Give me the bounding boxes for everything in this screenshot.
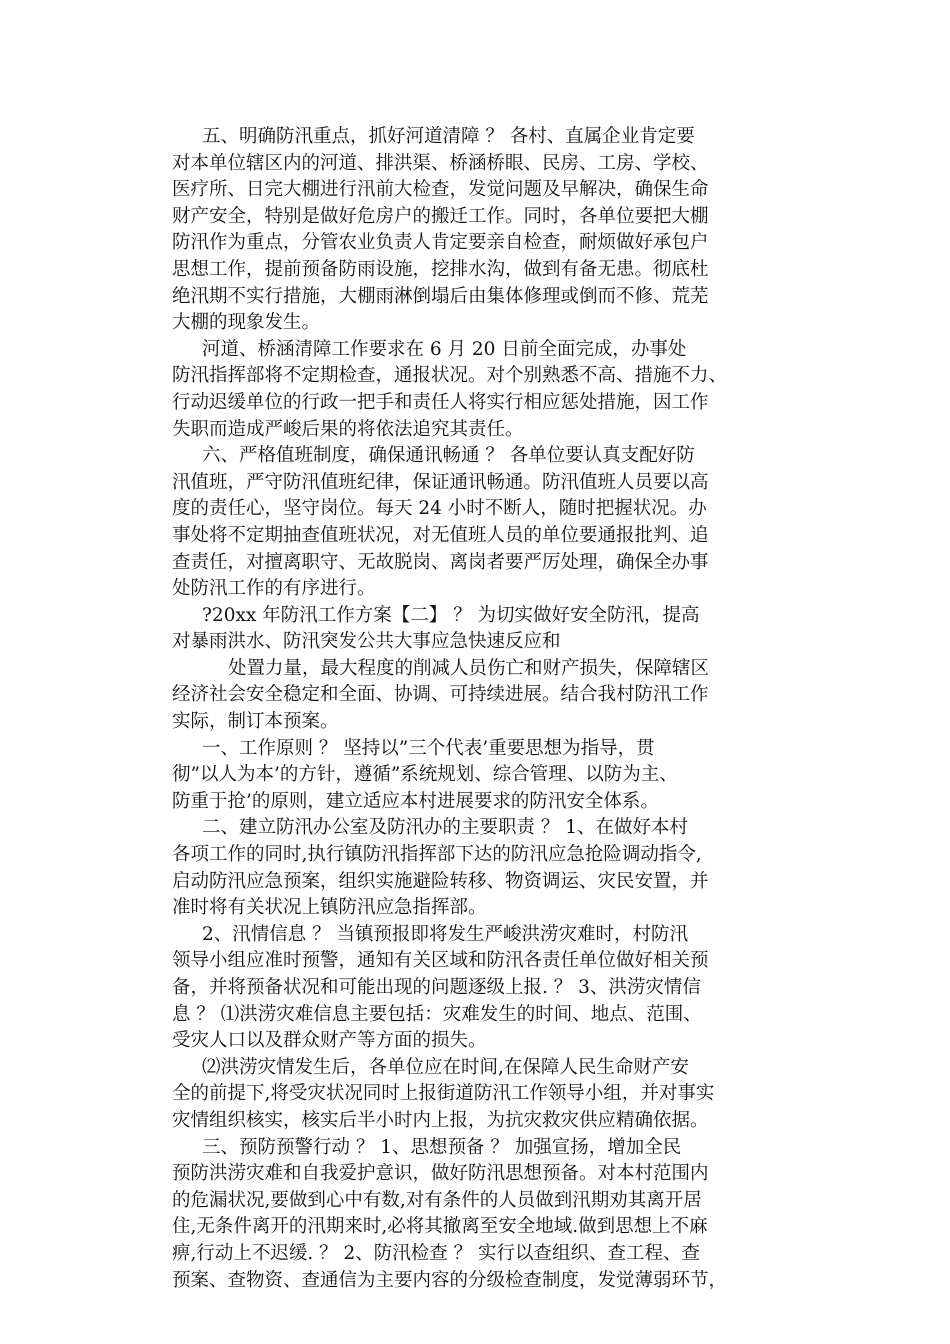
text-line: 预防洪涝灾难和自我爱护意识，做好防汛思想预备。对本村范围内 bbox=[172, 1163, 709, 1185]
document-body bbox=[172, 124, 824, 1294]
text-line: 各项工作的同时,执行镇防汛指挥部下达的防汛应急抢险调动指令, bbox=[172, 844, 702, 866]
text-line: 全的前提下,将受灾状况同时上报街道防汛工作领导小组，并对事实 bbox=[172, 1083, 715, 1105]
text-line: 查责任，对擅离职守、无故脱岗、离岗者要严厉处理，确保全办事 bbox=[172, 551, 709, 573]
text-line: 失职而造成严峻后果的将依法追究其责任。 bbox=[172, 418, 524, 440]
text-line: 防重于抢’的原则，建立适应本村进展要求的防汛安全体系。 bbox=[172, 790, 659, 812]
text-line: 处置力量，最大程度的削减人员伤亡和财产损失，保障辖区 bbox=[228, 657, 710, 679]
text-line: 息 ？ ⑴洪涝灾难信息主要包括：灾难发生的时间、地点、范围、 bbox=[172, 1003, 702, 1025]
text-line: 行动迟缓单位的行政一把手和责任人将实行相应惩处措施，因工作 bbox=[172, 391, 709, 413]
text-line: 五、明确防汛重点，抓好河道清障 ？ 各村、直属企业肯定要 bbox=[202, 126, 695, 147]
text-line: 六、严格值班制度，确保通讯畅通 ？ 各单位要认真支配好防 bbox=[202, 445, 695, 467]
text-line: 经济社会安全稳定和全面、协调、可持续进展。结合我村防汛工作 bbox=[172, 684, 709, 706]
text-line: 灾情组织核实，核实后半小时内上报，为抗灾救灾供应精确依据。 bbox=[172, 1109, 709, 1131]
text-line: 的危漏状况,要做到心中有数,对有条件的人员做到汛期劝其离开居 bbox=[172, 1189, 702, 1211]
text-line: 受灾人口以及群众财产等方面的损失。 bbox=[172, 1030, 487, 1052]
text-line: 大棚的现象发生。 bbox=[172, 312, 321, 334]
text-line: 财产安全，特别是做好危房户的搬迁工作。同时，各单位要把大棚 bbox=[172, 205, 709, 227]
text-line: 实际，制订本预案。 bbox=[172, 711, 339, 733]
text-line: 防汛指挥部将不定期检查，通报状况。对个别熟悉不高、措施不力、 bbox=[172, 365, 728, 387]
text-line: 准时将有关状况上镇防汛应急指挥部。 bbox=[172, 897, 487, 919]
text-line: 对暴雨洪水、防汛突发公共大事应急快速反应和 bbox=[172, 631, 561, 653]
text-line: 彻”以人为本’的方针，遵循”系统规划、综合管理、以防为主、 bbox=[172, 764, 678, 786]
text-line: 处防汛工作的有序进行。 bbox=[172, 578, 376, 600]
text-line: 对本单位辖区内的河道、排洪渠、桥涵桥眼、民房、工房、学校、 bbox=[172, 152, 709, 174]
text-line: 领导小组应准时预警，通知有关区域和防汛各责任单位做好相关预 bbox=[172, 950, 709, 972]
text-line: 汛值班，严守防汛值班纪律，保证通讯畅通。防汛值班人员要以高 bbox=[172, 471, 709, 493]
text-line: 一、工作原则 ？ 坚持以”三个代表’重要思想为指导，贯 bbox=[202, 737, 655, 759]
text-line: 二、建立防汛办公室及防汛办的主要职责 ？ 1、在做好本村 bbox=[202, 817, 689, 839]
text-line: ⑵洪涝灾情发生后，各单位应在时间,在保障人民生命财产安 bbox=[202, 1056, 689, 1078]
text-line: ?20xx 年防汛工作方案【二】 ？ 为切实做好安全防汛，提高 bbox=[202, 604, 700, 626]
text-line: 预案、查物资、查通信为主要内容的分级检查制度，发觉薄弱环节， bbox=[172, 1269, 728, 1291]
text-line: 河道、桥涵清障工作要求在 6 月 20 日前全面完成，办事处 bbox=[202, 338, 687, 360]
text-line: 痹,行动上不迟缓. ？ 2、防汛检查 ？ 实行以查组织、查工程、查 bbox=[172, 1242, 701, 1264]
text-line: 思想工作，提前预备防雨设施，挖排水沟，做到有备无患。彻底杜 bbox=[172, 258, 709, 280]
text-line: 2、汛情信息 ？ 当镇预报即将发生严峻洪涝灾难时，村防汛 bbox=[202, 923, 689, 945]
text-line: 备，并将预备状况和可能出现的问题逐级上报. ？ 3、洪涝灾情信 bbox=[172, 977, 701, 998]
text-line: 医疗所、日完大棚进行汛前大检查，发觉问题及早解决，确保生命 bbox=[172, 179, 709, 201]
text-line: 住,无条件离开的汛期来时,必将其撤离至安全地域.做到思想上不麻 bbox=[172, 1216, 708, 1238]
text-line: 防汛作为重点，分管农业负责人肯定要亲自检查，耐烦做好承包户 bbox=[172, 232, 709, 254]
text-line: 度的责任心，坚守岗位。每天 24 小时不断人，随时把握状况。办 bbox=[172, 498, 707, 520]
text-line: 事处将不定期抽查值班状况，对无值班人员的单位要通报批判、追 bbox=[172, 524, 709, 546]
text-line: 绝汛期不实行措施，大棚雨淋倒塌后由集体修理或倒而不修、荒芜 bbox=[172, 285, 709, 307]
text-line: 三、预防预警行动 ？ 1、思想预备 ？ 加强宣扬，增加全民 bbox=[202, 1136, 682, 1158]
text-line: 启动防汛应急预案，组织实施避险转移、物资调运、灾民安置，并 bbox=[172, 870, 709, 892]
